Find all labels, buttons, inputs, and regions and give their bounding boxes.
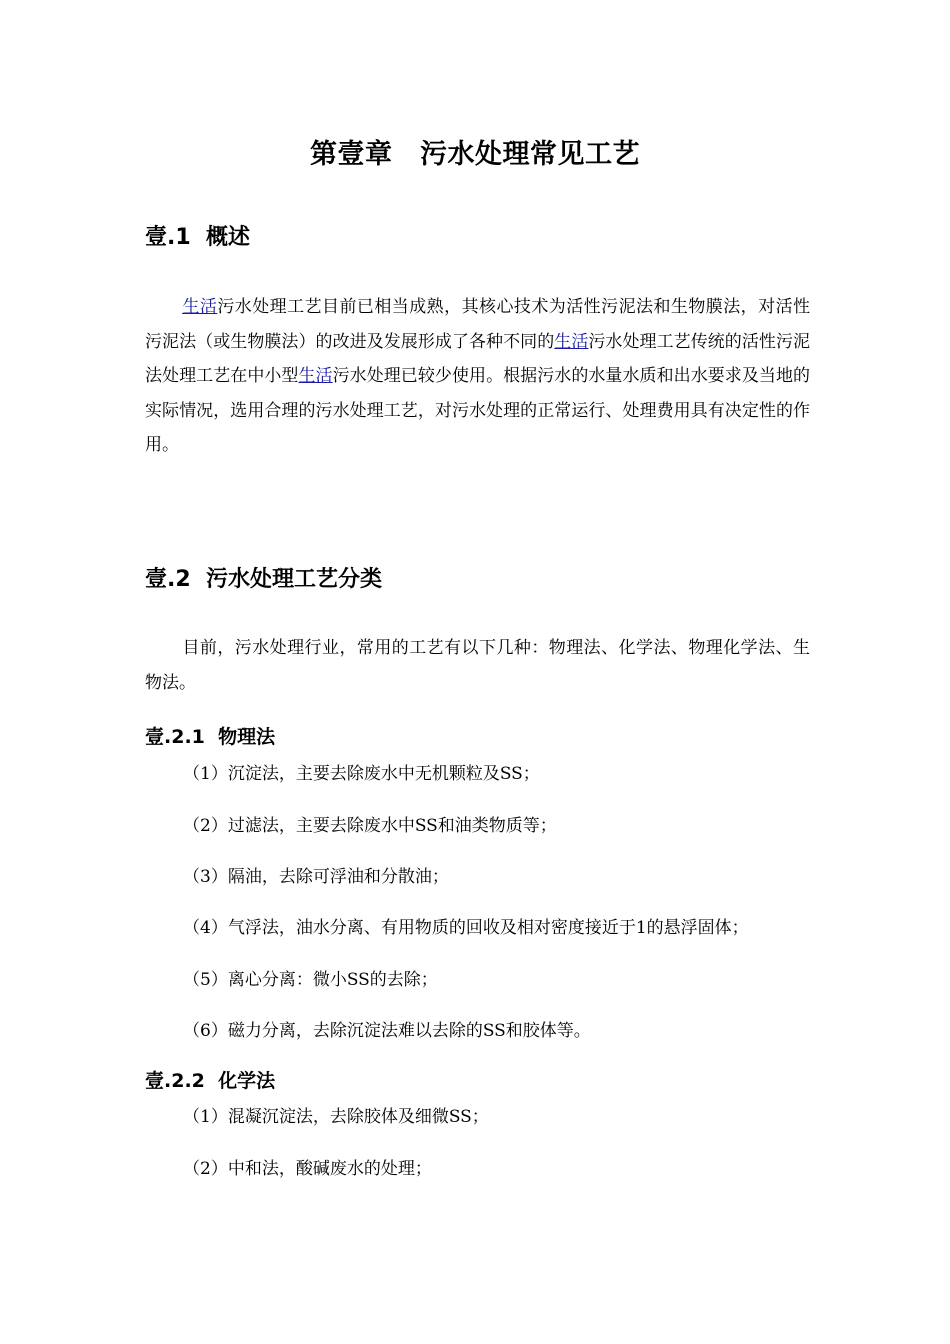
list-item: （4）气浮法，油水分离、有用物质的回收及相对密度接近于1的悬浮固体； (183, 918, 749, 938)
paragraph-text: 目前，污水处理行业，常用的工艺有以下几种：物理法、化学法、物理化学法、生物法。 (145, 638, 810, 693)
subsection-heading-chemical: 壹.2.2 化学法 (145, 1070, 276, 1092)
link-shenghuo-2[interactable]: 生活 (554, 331, 589, 352)
chapter-title: 第壹章 污水处理常见工艺 (310, 139, 640, 170)
list-item: （2）过滤法，主要去除废水中SS和油类物质等； (183, 816, 557, 836)
list-item: （6）磁力分离，去除沉淀法难以去除的SS和胶体等。 (183, 1021, 591, 1041)
paragraph-text: 污水处理已较少使用。根据污水的水量水质和出水要求及当地的实际情况，选用合理的污水处理工艺，对污水处理的正常运行、处理费用具有决定性的作用。 (145, 366, 811, 455)
subsection-heading-physical: 壹.2.1 物理法 (145, 726, 276, 748)
list-item: （1）混凝沉淀法，去除胶体及细微SS； (183, 1107, 489, 1127)
section-heading-overview: 壹.1 概述 (145, 225, 250, 250)
paragraph-text: 污水处理工艺目前已相当成熟，其核心技术为活性污泥法和生物膜法，对活性污泥法（或生物膜法）的改进及发展形成了各种不同的 (145, 297, 811, 352)
classification-paragraph (145, 631, 810, 700)
list-item: （3）隔油，去除可浮油和分散油； (183, 867, 449, 887)
list-item: （1）沉淀法，主要去除废水中无机颗粒及SS； (183, 764, 540, 784)
list-item: （2）中和法，酸碱废水的处理； (183, 1159, 432, 1179)
link-shenghuo-3[interactable]: 生活 (298, 366, 333, 386)
list-item: （5）离心分离：微小SS的去除； (183, 970, 438, 990)
paragraph-text: 污水处理工艺传统的活性污泥法处理工艺在中小型 (145, 331, 811, 386)
section-heading-classification: 壹.2 污水处理工艺分类 (145, 567, 382, 592)
link-shenghuo-1[interactable]: 生活 (182, 297, 218, 317)
overview-paragraph (145, 290, 810, 463)
